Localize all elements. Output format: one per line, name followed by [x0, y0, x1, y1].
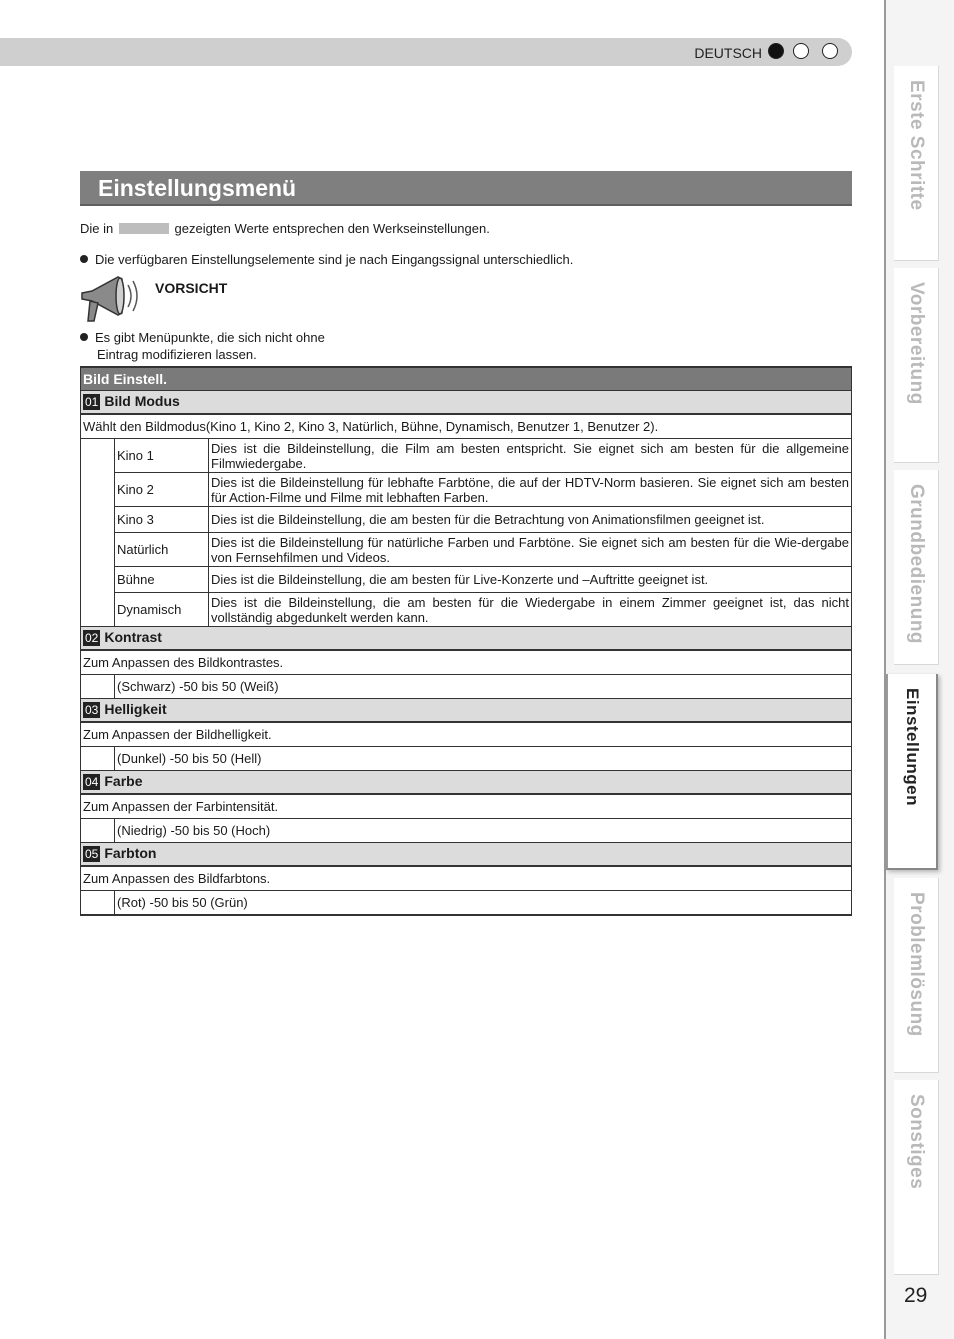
- language-indicator-filled-icon: [768, 43, 784, 59]
- indent-cell: [81, 891, 115, 916]
- item-bild-modus: [81, 391, 852, 415]
- caution-line-1: Es gibt Menüpunkte, die sich nicht ohne: [95, 330, 325, 345]
- item-description: Zum Anpassen des Bildkontrastes.: [81, 650, 852, 675]
- page-number: 29: [904, 1284, 928, 1307]
- tab-grundbedienung[interactable]: [894, 470, 939, 665]
- caution-line-2: Eintrag modifizieren lassen.: [97, 347, 257, 362]
- tab-label: Erste Schritte: [906, 80, 927, 211]
- caution-bullet: [80, 329, 325, 363]
- option-name: Bühne: [115, 567, 209, 593]
- language-indicator-empty-icon: [793, 43, 809, 59]
- note-text: Die verfügbaren Einstellungselemente sind je nach Eingangssignal unterschiedlich.: [95, 252, 574, 267]
- item-range: (Schwarz) -50 bis 50 (Weiß): [115, 675, 852, 699]
- indent-cell: [81, 675, 115, 699]
- item-range: (Rot) -50 bis 50 (Grün): [115, 891, 852, 916]
- tab-einstellungen[interactable]: [886, 674, 938, 870]
- tab-label: Problemlösung: [906, 892, 927, 1037]
- tab-sonstiges[interactable]: [894, 1080, 939, 1275]
- tab-label: Grundbedienung: [906, 484, 927, 645]
- item-kontrast: [81, 627, 852, 651]
- tab-label: Vorbereitung: [906, 282, 927, 405]
- indent-cell: [81, 819, 115, 843]
- item-name: Bild Modus: [104, 393, 180, 409]
- item-number: 01: [85, 395, 99, 409]
- page-title: Einstellungsmenü: [80, 171, 852, 206]
- item-name: Kontrast: [104, 629, 162, 645]
- table-header: Bild Einstell.: [81, 367, 852, 391]
- option-text: Dies ist die Bildeinstellung für natürliche Farben und Farbtöne. Sie eignet sich am besten für die Wie-dergabe von Fernsehfilmen und Videos.: [209, 533, 852, 567]
- item-name: Farbe: [104, 773, 143, 789]
- item-description: Wählt den Bildmodus(Kino 1, Kino 2, Kino 3, Natürlich, Bühne, Dynamisch, Benutzer 1, Benutzer 2).: [81, 414, 852, 439]
- item-description: Zum Anpassen der Bildhelligkeit.: [81, 722, 852, 747]
- item-number: 05: [85, 847, 99, 861]
- language-indicator-empty-icon: [822, 43, 838, 59]
- indent-cell: [81, 439, 115, 627]
- tab-label: Sonstiges: [906, 1094, 927, 1190]
- bullet-icon: [80, 333, 88, 341]
- option-name: Dynamisch: [115, 593, 209, 627]
- item-name: Helligkeit: [104, 701, 167, 717]
- language-bar: [0, 38, 852, 66]
- item-number: 04: [85, 775, 99, 789]
- intro-text: [80, 221, 490, 236]
- tab-problemloesung[interactable]: [894, 878, 939, 1073]
- item-name: Farbton: [104, 845, 157, 861]
- tab-erste-schritte[interactable]: [894, 66, 939, 261]
- note-bullet: [80, 252, 573, 267]
- settings-table: [80, 366, 852, 916]
- bullet-icon: [80, 255, 88, 263]
- option-text: Dies ist die Bildeinstellung, die Film am besten entspricht. Sie eignet sich am besten für die allgemeine Filmwiedergabe.: [209, 439, 852, 473]
- item-farbton: [81, 843, 852, 867]
- tab-label: Einstellungen: [903, 688, 922, 806]
- tab-vorbereitung[interactable]: [894, 268, 939, 463]
- megaphone-icon: [78, 271, 144, 323]
- option-name: Natürlich: [115, 533, 209, 567]
- option-name: Kino 3: [115, 507, 209, 533]
- option-name: Kino 2: [115, 473, 209, 507]
- default-value-swatch: [119, 223, 169, 234]
- option-text: Dies ist die Bildeinstellung, die am besten für die Betrachtung von Animationsfilmen geeignet ist.: [209, 507, 852, 533]
- option-text: Dies ist die Bildeinstellung, die am besten für die Wiedergabe in einem Zimmer geeignet ist, das nicht vollständig abgedunkelt werden kann.: [209, 593, 852, 627]
- language-label: DEUTSCH: [694, 45, 762, 61]
- option-text: Dies ist die Bildeinstellung für lebhafte Farbtöne, die auf der HDTV-Norm basieren. Sie eignet sich am besten für Action-Filme und Filme mit lebhaften Farben.: [209, 473, 852, 507]
- item-description: Zum Anpassen der Farbintensität.: [81, 794, 852, 819]
- option-name: Kino 1: [115, 439, 209, 473]
- indent-cell: [81, 747, 115, 771]
- intro-before: Die in: [80, 221, 114, 236]
- item-description: Zum Anpassen des Bildfarbtons.: [81, 866, 852, 891]
- item-range: (Dunkel) -50 bis 50 (Hell): [115, 747, 852, 771]
- intro-after: gezeigten Werte entsprechen den Werkseinstellungen.: [174, 221, 490, 236]
- caution-label: VORSICHT: [155, 280, 228, 296]
- item-number: 03: [85, 703, 99, 717]
- chapter-tab-strip: [884, 0, 954, 1339]
- item-number: 02: [85, 631, 99, 645]
- item-helligkeit: [81, 699, 852, 723]
- option-text: Dies ist die Bildeinstellung, die am besten für Live-Konzerte und –Auftritte geeignet ist.: [209, 567, 852, 593]
- item-range: (Niedrig) -50 bis 50 (Hoch): [115, 819, 852, 843]
- item-farbe: [81, 771, 852, 795]
